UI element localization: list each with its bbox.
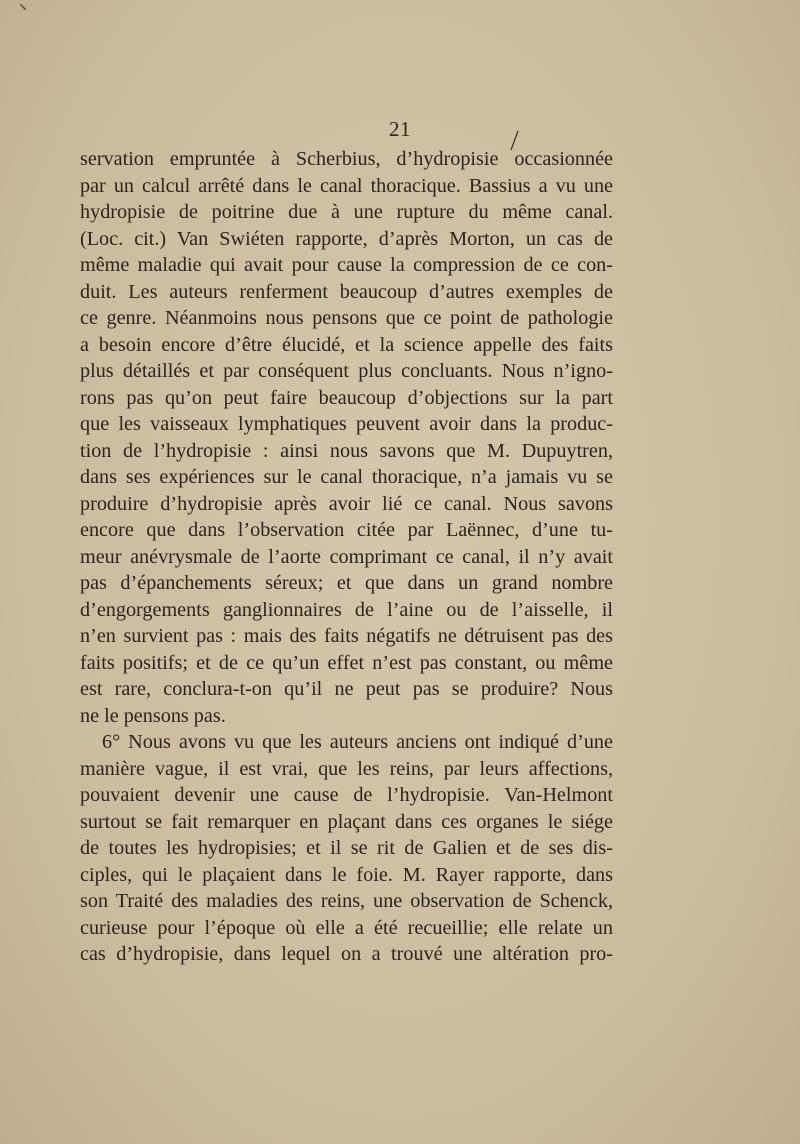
text-line: d’engorgements ganglionnaires de l’aine ou de l’aisselle, il bbox=[80, 598, 613, 621]
text-line: meur anévrysmale de l’aorte comprimant ce canal, il n’y avait bbox=[80, 545, 613, 568]
paragraph-start-line: 6° Nous avons vu que les auteurs anciens ont indiqué d’une bbox=[102, 731, 613, 753]
text-line: par un calcul arrêté dans le canal thoracique. Bassius a vu une bbox=[80, 174, 613, 197]
body-text bbox=[80, 146, 613, 968]
text-line: duit. Les auteurs renferment beaucoup d’autres exemples de bbox=[80, 280, 613, 303]
text-line: a besoin encore d’être élucidé, et la science appelle des faits bbox=[80, 333, 613, 356]
text-line: ce genre. Néanmoins nous pensons que ce point de pathologie bbox=[80, 307, 613, 329]
text-line: servation empruntée à Scherbius, d’hydropisie occasionnée bbox=[80, 148, 613, 170]
corner-spot bbox=[20, 4, 26, 10]
text-line: pouvaient devenir une cause de l’hydropisie. Van-Helmont bbox=[80, 784, 613, 806]
text-line: rons pas qu’on peut faire beaucoup d’objections sur la part bbox=[80, 386, 613, 409]
text-line: (Loc. cit.) Van Swiéten rapporte, d’après Morton, un cas de bbox=[80, 227, 613, 250]
text-line: même maladie qui avait pour cause la compression de ce con- bbox=[80, 254, 613, 276]
text-line: curieuse pour l’époque où elle a été recueillie; elle relate un bbox=[80, 916, 613, 939]
text-line: ciples, qui le plaçaient dans le foie. M. Rayer rapporte, dans bbox=[80, 863, 613, 886]
text-line: encore que dans l’observation citée par Laënnec, d’une tu- bbox=[80, 519, 613, 541]
text-line: plus détaillés et par conséquent plus concluants. Nous n’igno- bbox=[80, 360, 613, 382]
text-line: n’en survient pas : mais des faits négatifs ne détruisent pas des bbox=[80, 625, 613, 647]
page-number: 21 bbox=[389, 117, 411, 141]
text-line: produire d’hydropisie après avoir lié ce canal. Nous savons bbox=[80, 492, 613, 515]
text-line: de toutes les hydropisies; et il se rit de Galien et de ses dis- bbox=[80, 837, 613, 859]
text-line: que les vaisseaux lymphatiques peuvent avoir dans la produc- bbox=[80, 413, 613, 435]
text-line: pas d’épanchements séreux; et que dans un grand nombre bbox=[80, 572, 613, 594]
text-line: manière vague, il est vrai, que les reins, par leurs affections, bbox=[80, 757, 613, 780]
text-line: surtout se fait remarquer en plaçant dans ces organes le siége bbox=[80, 810, 613, 833]
text-line: cas d’hydropisie, dans lequel on a trouvé une altération pro- bbox=[80, 943, 613, 965]
text-line: est rare, conclura-t-on qu’il ne peut pas se produire? Nous bbox=[80, 678, 613, 700]
paragraph-end-line: ne le pensons pas. bbox=[80, 704, 226, 727]
text-line: son Traité des maladies des reins, une observation de Schenck, bbox=[80, 890, 613, 912]
text-line: faits positifs; et de ce qu’un effet n’est pas constant, ou même bbox=[80, 651, 613, 674]
text-line: hydropisie de poitrine due à une rupture du même canal. bbox=[80, 201, 613, 223]
text-line: dans ses expériences sur le canal thoracique, n’a jamais vu se bbox=[80, 466, 613, 488]
text-line: tion de l’hydropisie : ainsi nous savons que M. Dupuytren, bbox=[80, 439, 613, 462]
